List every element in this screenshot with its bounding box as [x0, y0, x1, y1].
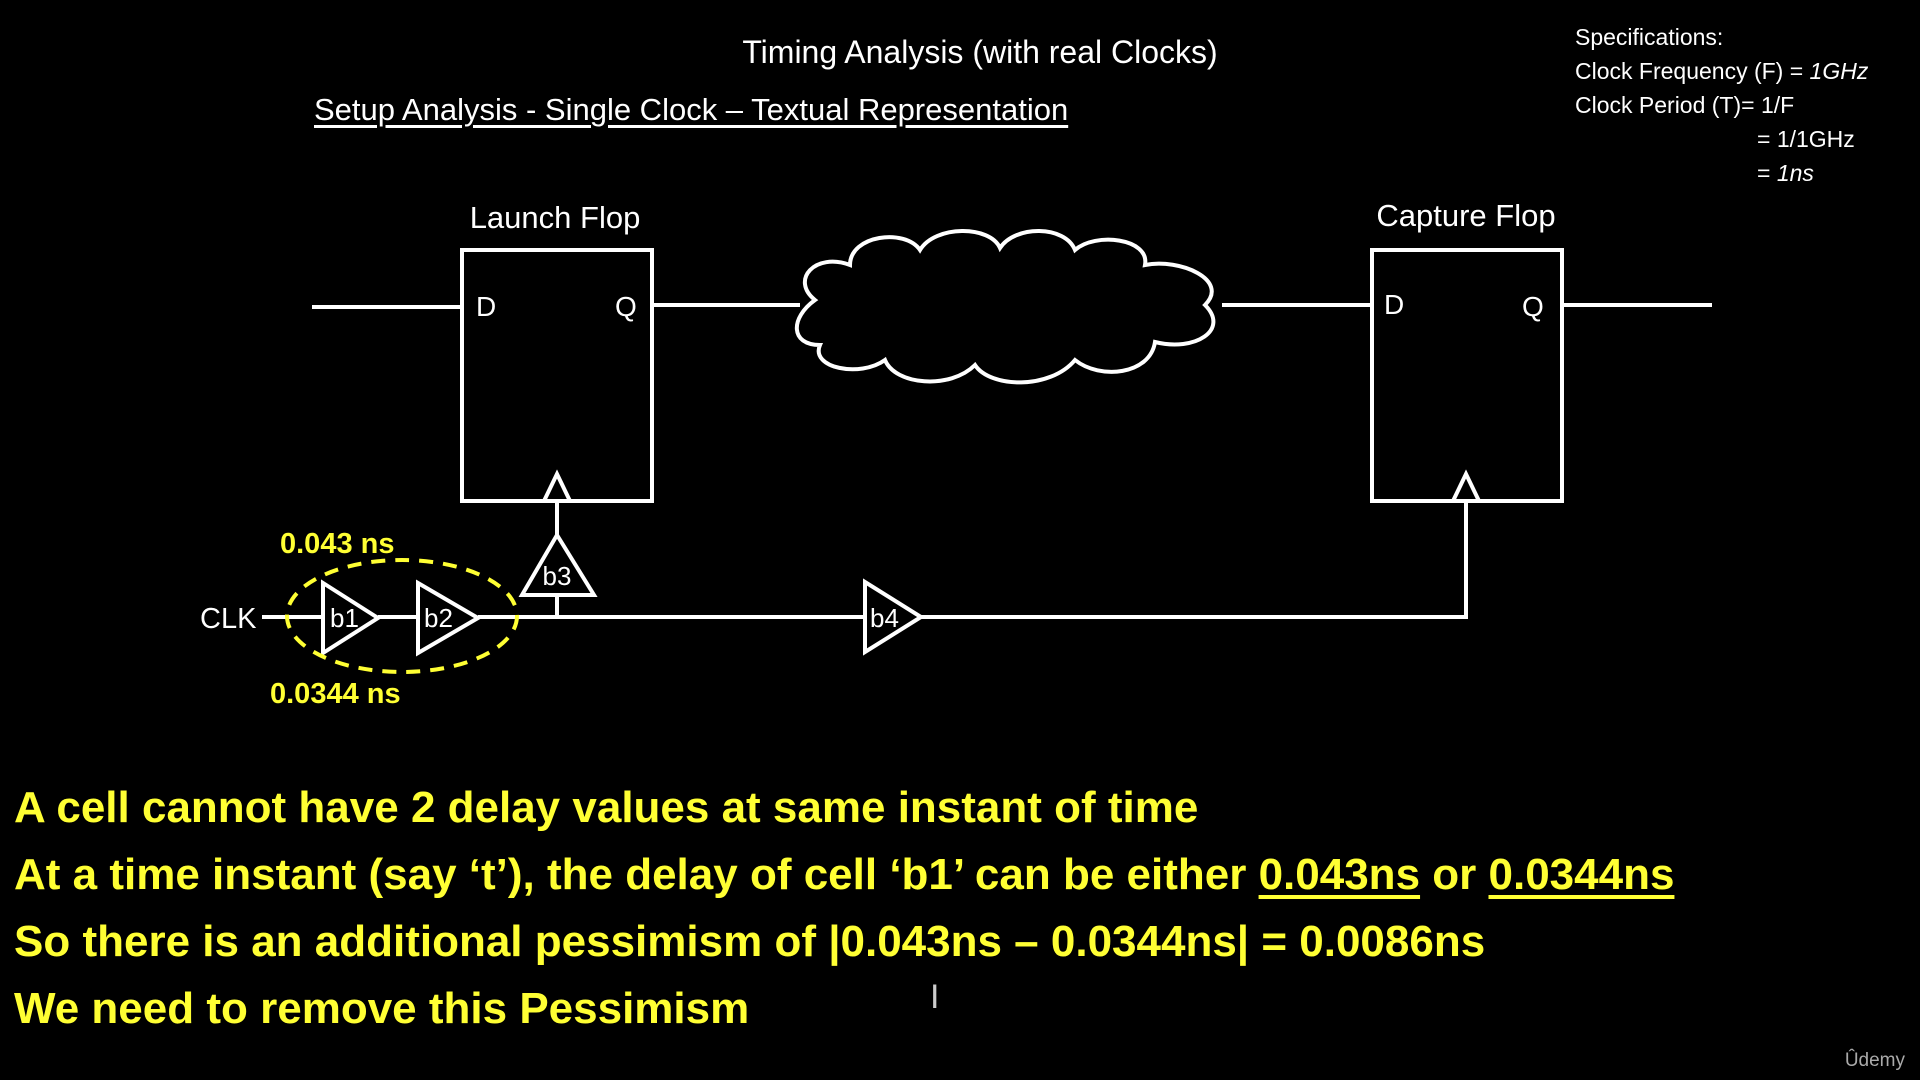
- launch-q-pin: Q: [615, 291, 637, 322]
- clock-period: Clock Period (T)= 1/F: [1575, 92, 1795, 118]
- launch-clock-triangle: [544, 474, 570, 501]
- buffer-b4-label: b4: [870, 603, 899, 633]
- launch-flop-box: [462, 250, 652, 501]
- delay-max-label: 0.043 ns: [280, 528, 395, 560]
- slide-subtitle: Setup Analysis - Single Clock – Textual Representation: [314, 92, 1069, 127]
- period-result-value: 1ns: [1776, 160, 1814, 186]
- delay-value-min: 0.0344ns: [1488, 850, 1675, 899]
- capture-d-pin: D: [1384, 289, 1405, 320]
- bullet-line-2: [14, 841, 1674, 908]
- capture-q-pin: Q: [1522, 291, 1544, 322]
- launch-d-pin: D: [476, 291, 497, 322]
- buffer-b2-label: b2: [424, 603, 453, 633]
- buffer-b1-label: b1: [330, 603, 359, 633]
- bullet-line-4: We need to remove this Pessimism: [14, 984, 750, 1033]
- text-cursor-icon: I: [930, 978, 940, 1016]
- capture-flop-box: [1372, 250, 1562, 501]
- combinational-logic-cloud: [797, 231, 1214, 382]
- b4-to-capture-wire: [921, 501, 1466, 617]
- delay-min-label: 0.0344 ns: [270, 678, 401, 710]
- bullet-line-2-text: At a time instant (say ‘t’), the delay of cell ‘b1’ can be either: [14, 850, 1259, 899]
- capture-flop-label: Capture Flop: [1376, 198, 1556, 233]
- delay-value-max: 0.043ns: [1258, 850, 1421, 899]
- launch-flop-label: Launch Flop: [469, 200, 641, 235]
- explanation-text: [14, 774, 1674, 1042]
- freq-value: 1GHz: [1809, 58, 1869, 84]
- freq-label: Clock Frequency (F) =: [1575, 58, 1810, 84]
- slide-title: Timing Analysis (with real Clocks): [742, 34, 1218, 70]
- period-result-prefix: =: [1757, 160, 1777, 186]
- bullet-line-3: So there is an additional pessimism of |0.043ns – 0.0344ns| = 0.0086ns: [14, 917, 1486, 966]
- bullet-line-1: A cell cannot have 2 delay values at same instant of time: [14, 783, 1199, 832]
- capture-clock-triangle: [1453, 474, 1479, 501]
- udemy-logo: Ûdemy: [1844, 1050, 1905, 1071]
- clock-period-step: = 1/1GHz: [1757, 126, 1855, 152]
- bullet-line-2-or: or: [1420, 850, 1489, 899]
- clk-label: CLK: [200, 603, 257, 635]
- specs-heading: Specifications:: [1575, 24, 1724, 50]
- buffer-b3-label: b3: [542, 561, 572, 591]
